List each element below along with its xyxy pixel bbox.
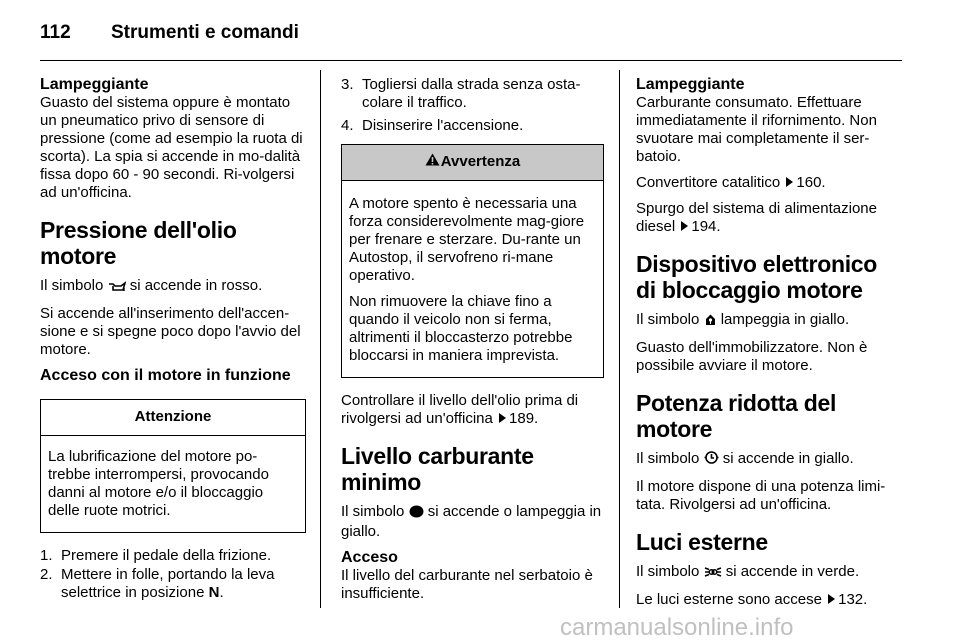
purge-body: Spurgo del sistema di alimentazione diesel xyxy=(636,200,877,235)
lampeggiante-text: Guasto del sistema oppure è montato un pneumatico privo di sensore di pressione (come ad esempio la ruota di scorta). La spia si accende in mo-dalità fissa dopo 60 - 90 secondi. Ri-volgersi ad un'officina. xyxy=(40,94,303,201)
oil-text: Si accende all'inserimento dell'accen-sione e si spegne poco dopo l'avvio del motore. xyxy=(40,305,301,358)
page-ref-arrow-icon xyxy=(828,594,835,604)
page-ref-arrow-icon xyxy=(499,413,506,423)
reduced-power-icon xyxy=(704,450,719,470)
lights-symbol-post: si accende in verde. xyxy=(725,563,860,580)
column-2 xyxy=(341,76,604,611)
step-number: 3. xyxy=(341,76,354,93)
immob-symbol-pre: Il simbolo xyxy=(636,311,700,328)
fuel-symbol-pre: Il simbolo xyxy=(341,503,405,520)
lampeggiante-heading: Lampeggiante xyxy=(40,76,149,93)
fuel-level-heading: Livello carburante minimo xyxy=(341,443,534,495)
immobilizer-heading: Dispositivo elettronico di bloccaggio motore xyxy=(636,251,878,303)
attention-box xyxy=(40,399,306,533)
exterior-lights-heading: Luci esterne xyxy=(636,529,768,555)
immob-symbol-post: lampeggia in giallo. xyxy=(720,311,850,328)
list-item xyxy=(341,117,604,135)
oil-symbol-line xyxy=(40,277,306,297)
catalytic-body: Convertitore catalitico xyxy=(636,174,781,191)
immobilizer-symbol-line xyxy=(636,311,902,331)
purge-text xyxy=(636,200,902,236)
fuel-symbol-line xyxy=(341,503,604,541)
power-symbol-post: si accende in giallo. xyxy=(722,450,854,467)
immobilizer-text: Guasto dell'immobilizzatore. Non è possibile avviare il motore. xyxy=(636,339,868,374)
header-rule xyxy=(40,60,902,61)
warning-p1: A motore spento è necessaria una forza considerevolmente mag-giore per frenare e sterzare. Du-rante un Autostop, il servofreno ri-mane operativo. xyxy=(349,195,585,284)
step-number: 2. xyxy=(40,566,53,583)
column-3 xyxy=(636,76,902,617)
lampeggiante-text-2: Carburante consumato. Effettuare immediatamente il rifornimento. Non svuotare mai completamente il ser-batoio. xyxy=(636,94,877,165)
acceso-motore-heading: Acceso con il motore in funzione xyxy=(40,367,291,384)
oil-symbol-pre: Il simbolo xyxy=(40,277,104,294)
list-item xyxy=(341,76,604,112)
oil-symbol-post: si accende in rosso. xyxy=(129,277,263,294)
page-ref: 160. xyxy=(796,174,826,191)
attention-text: La lubrificazione del motore po-trebbe interrompersi, provocando danni al motore e/o il bloccaggio delle ruote motrici. xyxy=(48,448,269,519)
column-divider-2 xyxy=(619,70,620,608)
lampeggiante-heading-2: Lampeggiante xyxy=(636,76,745,93)
fuel-pump-icon xyxy=(409,505,424,523)
step-text: Mettere in folle, portando la leva selettrice in posizione xyxy=(61,566,275,601)
check-oil-body: Controllare il livello dell'olio prima di rivolgersi ad un'officina xyxy=(341,392,579,427)
warning-triangle-icon xyxy=(425,153,440,171)
steps-list-2 xyxy=(341,76,604,135)
list-item xyxy=(40,547,306,565)
page-number: 112 xyxy=(40,22,71,43)
warning-p2: Non rimuovere la chiave fino a quando il veicolo non si ferma, altrimenti il bloccasterzo potrebbe bloccarsi in maniera imprevista. xyxy=(349,293,573,364)
list-item xyxy=(40,566,306,602)
warning-header xyxy=(342,145,603,181)
watermark: carmanualsonline.info xyxy=(560,614,794,641)
oil-can-icon xyxy=(108,279,126,297)
section-title: Strumenti e comandi xyxy=(111,22,299,43)
catalytic-text xyxy=(636,174,902,192)
side-lights-icon xyxy=(704,565,722,583)
fuel-symbol-post: si accende o lampeggia in giallo. xyxy=(341,503,602,540)
gear-position: N xyxy=(208,584,220,601)
step-text: Premere il pedale della frizione. xyxy=(61,547,272,564)
column-divider-1 xyxy=(320,70,321,608)
lights-symbol-line xyxy=(636,563,902,583)
attention-title: Attenzione xyxy=(41,400,305,436)
power-symbol-line xyxy=(636,450,902,470)
car-key-icon xyxy=(704,313,717,331)
step-number: 4. xyxy=(341,117,354,134)
warning-title: Avvertenza xyxy=(440,153,521,170)
step-number: 1. xyxy=(40,547,53,564)
oil-pressure-heading: Pressione dell'olio motore xyxy=(40,217,237,269)
page-ref-arrow-icon xyxy=(786,177,793,187)
steps-list-1 xyxy=(40,547,306,602)
lights-text xyxy=(636,591,902,609)
acceso-text: Il livello del carburante nel serbatoio è insufficiente. xyxy=(341,567,593,602)
page-ref: 132. xyxy=(838,591,868,608)
lights-body: Le luci esterne sono accese xyxy=(636,591,822,608)
warning-box xyxy=(341,144,604,378)
column-1 xyxy=(40,76,306,612)
page-ref: 189. xyxy=(509,410,539,427)
step-text: Togliersi dalla strada senza osta-colare il traffico. xyxy=(362,76,581,111)
lights-symbol-pre: Il simbolo xyxy=(636,563,700,580)
page-ref: 194. xyxy=(691,218,721,235)
acceso-heading: Acceso xyxy=(341,549,398,566)
step-tail: . xyxy=(219,584,224,601)
check-oil-text xyxy=(341,392,604,428)
power-text: Il motore dispone di una potenza limi-tata. Rivolgersi ad un'officina. xyxy=(636,478,886,513)
page-ref-arrow-icon xyxy=(681,221,688,231)
reduced-power-heading: Potenza ridotta del motore xyxy=(636,390,837,442)
power-symbol-pre: Il simbolo xyxy=(636,450,700,467)
step-text: Disinserire l'accensione. xyxy=(362,117,524,134)
